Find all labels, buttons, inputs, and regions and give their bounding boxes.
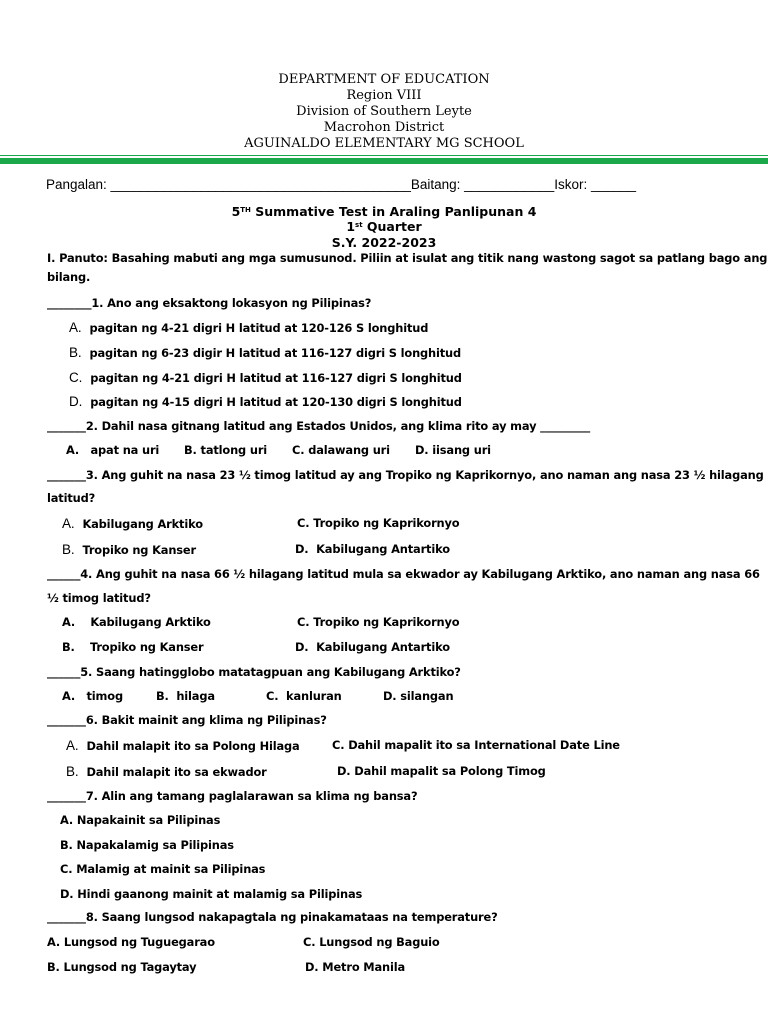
question-3-choice-c: C. Tropiko ng Kaprikornyo: [297, 516, 460, 530]
question-2-choice-b: B. tatlong uri: [184, 443, 268, 457]
question-5-choice-a: A. timog: [62, 689, 123, 703]
question-3-choice-d: D. Kabilugang Antartiko: [295, 542, 450, 556]
question-1-choice-c: C. pagitan ng 4-21 digri H latitud at 116-127 digri S longhitud: [69, 370, 462, 385]
question-4-choice-b: B. Tropiko ng Kanser: [62, 640, 204, 654]
department-heading: DEPARTMENT OF EDUCATION: [278, 72, 490, 87]
question-1-choice-d: D. pagitan ng 4-15 digri H latitud at 120-130 digri S longhitud: [69, 394, 462, 409]
question-2-choice-d: D. iisang uri: [415, 443, 491, 457]
question-4-stem-line-1: ______4. Ang guhit na nasa 66 ½ hilagang latitud mula sa ekwador ay Kabilugang Arktiko, ano naman ang nasa 66: [47, 567, 760, 581]
student-info-line: Pangalan: ________________________________________Baitang: ____________Iskor: ______: [46, 177, 637, 192]
school-year: S.Y. 2022-2023: [331, 235, 437, 250]
test-title: 5TH Summative Test in Araling Panlipunan 4: [231, 204, 537, 219]
question-6-choice-b: B. Dahil malapit ito sa ekwador: [66, 764, 267, 779]
question-5-choice-d: D. silangan: [383, 689, 454, 703]
question-6-choice-a: A. Dahil malapit ito sa Polong Hilaga: [66, 738, 300, 753]
header-divider-thick: [0, 158, 768, 164]
quarter-label: 1st Quarter: [346, 219, 422, 234]
question-8-choice-d: D. Metro Manila: [305, 960, 406, 974]
instructions-line-2: bilang.: [47, 270, 91, 284]
instructions-line-1: I. Panuto: Basahing mabuti ang mga sumusunod. Piliin at isulat ang titik nang wastong sagot sa patlang bago ang: [47, 251, 768, 265]
question-7-choice-d: D. Hindi gaanong mainit at malamig sa Pilipinas: [60, 887, 363, 901]
question-3-stem-line-2: latitud?: [47, 491, 96, 505]
question-1-stem: ________1. Ano ang eksaktong lokasyon ng Pilipinas?: [47, 296, 372, 310]
question-5-stem: ______5. Saang hatingglobo matatagpuan ang Kabilugang Arktiko?: [47, 665, 461, 679]
question-8-choice-b: B. Lungsod ng Tagaytay: [47, 960, 197, 974]
question-4-choice-a: A. Kabilugang Arktiko: [62, 615, 211, 629]
question-7-choice-b: B. Napakalamig sa Pilipinas: [60, 838, 234, 852]
school-heading: AGUINALDO ELEMENTARY MG SCHOOL: [244, 136, 524, 151]
question-6-choice-d: D. Dahil mapalit sa Polong Timog: [337, 764, 546, 778]
question-4-choice-c: C. Tropiko ng Kaprikornyo: [297, 615, 460, 629]
question-1-choice-b: B. pagitan ng 6-23 digir H latitud at 116-127 digri S longhitud: [69, 345, 462, 360]
question-4-choice-d: D. Kabilugang Antartiko: [295, 640, 450, 654]
question-8-choice-c: C. Lungsod ng Baguio: [303, 935, 440, 949]
question-7-choice-a: A. Napakainit sa Pilipinas: [60, 813, 221, 827]
question-8-choice-a: A. Lungsod ng Tuguegarao: [47, 935, 215, 949]
question-6-choice-c: C. Dahil mapalit ito sa International Date Line: [332, 738, 620, 752]
question-8-stem: _______8. Saang lungsod nakapagtala ng pinakamataas na temperature?: [47, 910, 498, 924]
question-2-choice-a: A. apat na uri: [66, 443, 160, 457]
question-5-choice-b: B. hilaga: [156, 689, 215, 703]
question-7-stem: _______7. Alin ang tamang paglalarawan sa klima ng bansa?: [47, 789, 418, 803]
region-heading: Region VIII: [346, 88, 422, 103]
question-1-choice-a: A. pagitan ng 4-21 digri H latitud at 120-126 S longhitud: [69, 320, 429, 335]
question-6-stem: _______6. Bakit mainit ang klima ng Pilipinas?: [47, 713, 327, 727]
question-2-stem: _______2. Dahil nasa gitnang latitud ang Estados Unidos, ang klima rito ay may _________: [47, 419, 591, 433]
question-3-stem-line-1: _______3. Ang guhit na nasa 23 ½ timog latitud ay ang Tropiko ng Kaprikornyo, ano naman ang nasa 23 ½ hilagang: [47, 468, 764, 482]
header-divider-thin: [0, 155, 768, 156]
question-2-choice-c: C. dalawang uri: [292, 443, 390, 457]
district-heading: Macrohon District: [323, 120, 445, 135]
question-3-choice-b: B. Tropiko ng Kanser: [62, 542, 196, 557]
question-7-choice-c: C. Malamig at mainit sa Pilipinas: [60, 862, 266, 876]
question-4-stem-line-2: ½ timog latitud?: [47, 591, 151, 605]
question-5-choice-c: C. kanluran: [266, 689, 342, 703]
question-3-choice-a: A. Kabilugang Arktiko: [62, 516, 203, 531]
division-heading: Division of Southern Leyte: [296, 104, 472, 119]
